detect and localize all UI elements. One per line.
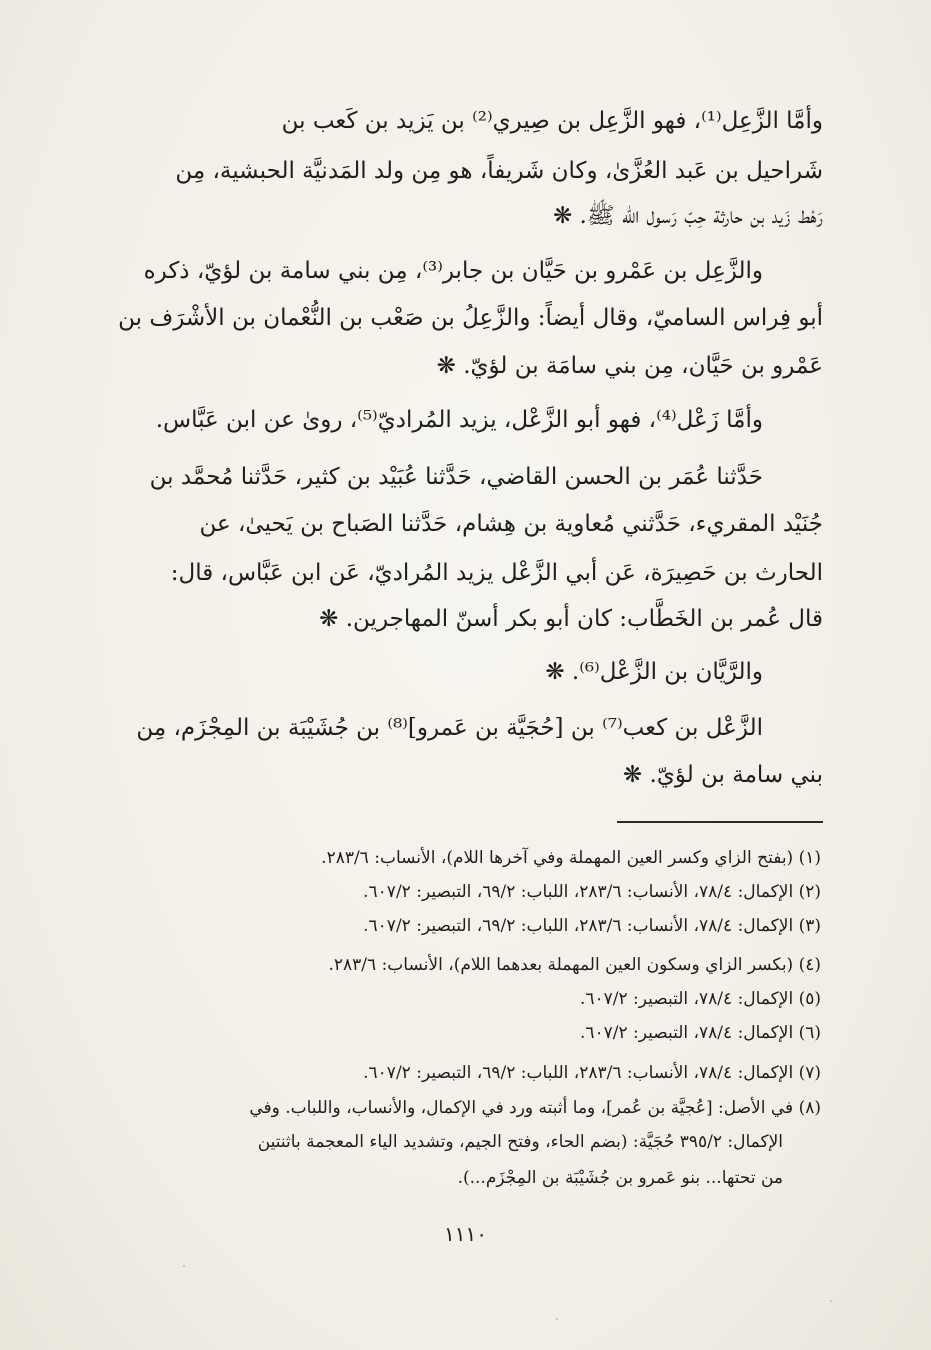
- footnote-line: (٧) الإكمال: ٧٨/٤، الأنساب: ٢٨٣/٦، اللباب: ٦٩/٢، التبصير: ٦٠٧/٢.: [363, 1063, 821, 1083]
- main-text-line: أبو فِراس الساميّ، وقال أيضاً: والزَّعِلُ بن صَعْب بن النُّعْمان بن الأشْرَف بن: [118, 305, 823, 331]
- footnote-line: (٦) الإكمال: ٧٨/٤، التبصير: ٦٠٧/٢.: [579, 1023, 821, 1043]
- footnote-line: (٥) الإكمال: ٧٨/٤، التبصير: ٦٠٧/٢.: [579, 989, 821, 1009]
- footnote-line: (١) (بفتح الزاي وكسر العين المهملة وفي آخرها اللام)، الأنساب: ٢٨٣/٦.: [321, 848, 821, 868]
- main-text-line: وأمَّا زَعْل⁽⁴⁾، فهو أبو الزَّعْل، يزيد المُراديّ⁽⁵⁾، روىٰ عن ابن عَبَّاس.: [155, 407, 763, 433]
- paper-speck: [830, 1300, 832, 1302]
- footnote-line: (٨) في الأصل: [عُجيَّة بن عُمر]، وما أثبته ورد في الإكمال، والأنساب، واللباب. وفي: [249, 1098, 821, 1118]
- footnote-line: (٤) (بكسر الزاي وسكون العين المهملة بعدهما اللام)، الأنساب: ٢٨٣/٦.: [328, 955, 821, 975]
- main-text-line: جُنَيْد المقريء، حَدَّثني مُعاوية بن هِشام، حَدَّثنا الصَباح بن يَحيىٰ، عن: [199, 511, 823, 537]
- main-text-line: عَمْرو بن حَيَّان، مِن بني سامَة بن لؤيّ. ❋: [436, 353, 823, 379]
- main-text-line: وأمَّا الزَّعِل⁽¹⁾، فهو الزَّعِل بن صِيري⁽²⁾ بن يَزيد بن كَعب بن: [281, 108, 823, 134]
- footnote-line: (٢) الإكمال: ٧٨/٤، الأنساب: ٢٨٣/٦، اللباب: ٦٩/٢، التبصير: ٦٠٧/٢.: [363, 882, 821, 902]
- main-text-line: بني سامة بن لؤيّ. ❋: [622, 762, 823, 788]
- paper-speck: [556, 1318, 558, 1320]
- footnote-line: من تحتها... بنو عَمرو بن جُشَيْبَة بن المِجْزَم...).: [457, 1168, 783, 1188]
- footnote-line: الإكمال: ٣٩٥/٢ حُجَيَّة: (بضم الحاء، وفتح الجيم، وتشديد الياء المعجمة باثنتين: [257, 1132, 783, 1152]
- main-text-line: قال عُمر بن الخَطَّاب: كان أبو بكر أسنّ المهاجرين. ❋: [319, 606, 823, 632]
- main-text-line: والرَّيَّان بن الزَّعْل⁽⁶⁾. ❋: [545, 659, 763, 685]
- main-text-line: شَراحيل بن عَبد العُزَّىٰ، وكان شَريفاً، هو مِن ولد المَدنيَّة الحبشية، مِن: [175, 158, 823, 184]
- main-text-line: رَهْط زَيد بن حارثة حِبّ رَسول الله ﷺ. ❋: [552, 203, 823, 229]
- footnote-divider: [617, 821, 823, 823]
- main-text-line: والزَّعِل بن عَمْرو بن حَيَّان بن جابر⁽³⁾، مِن بني سامة بن لؤيّ، ذكره: [143, 258, 763, 284]
- main-text-line: الزَّعْل بن كعب⁽⁷⁾ بن [حُجَيَّة بن عَمرو]⁽⁸⁾ بن جُشَيْبَة بن المِجْزَم، مِن: [136, 715, 763, 741]
- main-text-line: حَدَّثنا عُمَر بن الحسن القاضي، حَدَّثنا عُبَيْد بن كثير، حَدَّثنا مُحمَّد بن: [149, 464, 763, 490]
- paper-speck: [183, 1265, 185, 1267]
- main-text-line: الحارث بن حَصِيرَة، عَن أبي الزَّعْل يزيد المُراديّ، عَن ابن عَبَّاس، قال:: [170, 560, 823, 586]
- footnote-line: (٣) الإكمال: ٧٨/٤، الأنساب: ٢٨٣/٦، اللباب: ٦٩/٢، التبصير: ٦٠٧/٢.: [363, 916, 821, 936]
- page-number: ١١١٠: [444, 1222, 487, 1246]
